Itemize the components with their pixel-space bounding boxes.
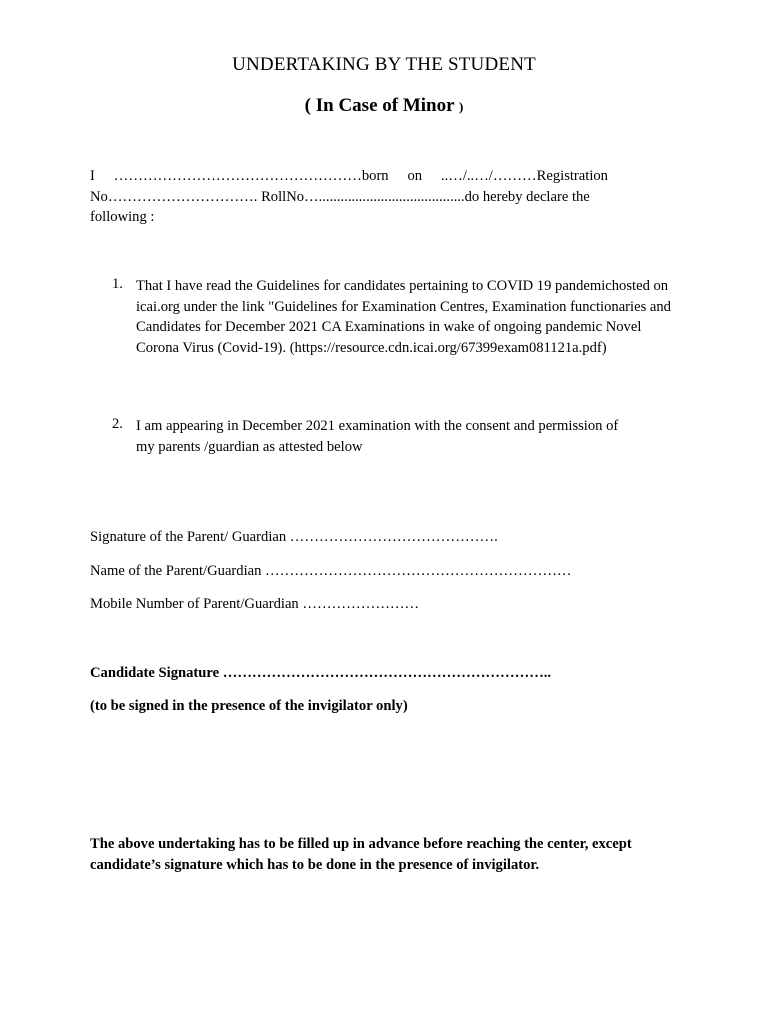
declaration-i: I xyxy=(90,168,95,184)
document-subtitle xyxy=(0,95,768,117)
item-2-number: 2. xyxy=(112,416,123,432)
item-1-number: 1. xyxy=(112,276,123,292)
footer-note: The above undertaking has to be filled up in advance before reaching the center, except candidate’s signature which has to be done in the presence of invigilator. xyxy=(90,836,632,873)
candidate-signature-field: Candidate Signature ………………………………………………………….. xyxy=(90,665,552,681)
subtitle-main: ( In Case of Minor xyxy=(304,95,459,116)
declaration-name-blank: ……………………………………………born xyxy=(113,168,389,184)
parent-mobile-field: Mobile Number of Parent/Guardian …………………… xyxy=(90,596,420,612)
item-1-text: That I have read the Guidelines for candidates pertaining to COVID 19 pandemichosted on icai.org under the link "Guidelines for Examination Centres, Examination functionaries and Candidates for December 2021 CA Examinations in wake of ongoing pandemic Novel Corona Virus (Covid-19). (https://resource.cdn.icai.org/67399exam081121a.pdf) xyxy=(136,278,671,357)
subtitle-close-paren: ) xyxy=(458,99,464,114)
declaration-date-registration: ..…/..…/………Registration xyxy=(440,168,608,184)
declaration-line-3: following : xyxy=(90,209,155,225)
candidate-signature-note: (to be signed in the presence of the invigilator only) xyxy=(90,698,408,714)
declaration-on: on xyxy=(407,168,423,184)
parent-name-field: Name of the Parent/Guardian ……………………………………………………… xyxy=(90,563,572,579)
document-title: UNDERTAKING BY THE STUDENT xyxy=(232,54,536,75)
declaration-line-2: No…………………………. RollNo…........................................do hereby declare the xyxy=(90,189,590,205)
declaration-line-1 xyxy=(90,168,608,185)
parent-signature-field: Signature of the Parent/ Guardian ……………………………………. xyxy=(90,529,498,545)
item-2-text: I am appearing in December 2021 examination with the consent and permission of my parents /guardian as attested below xyxy=(136,418,619,455)
